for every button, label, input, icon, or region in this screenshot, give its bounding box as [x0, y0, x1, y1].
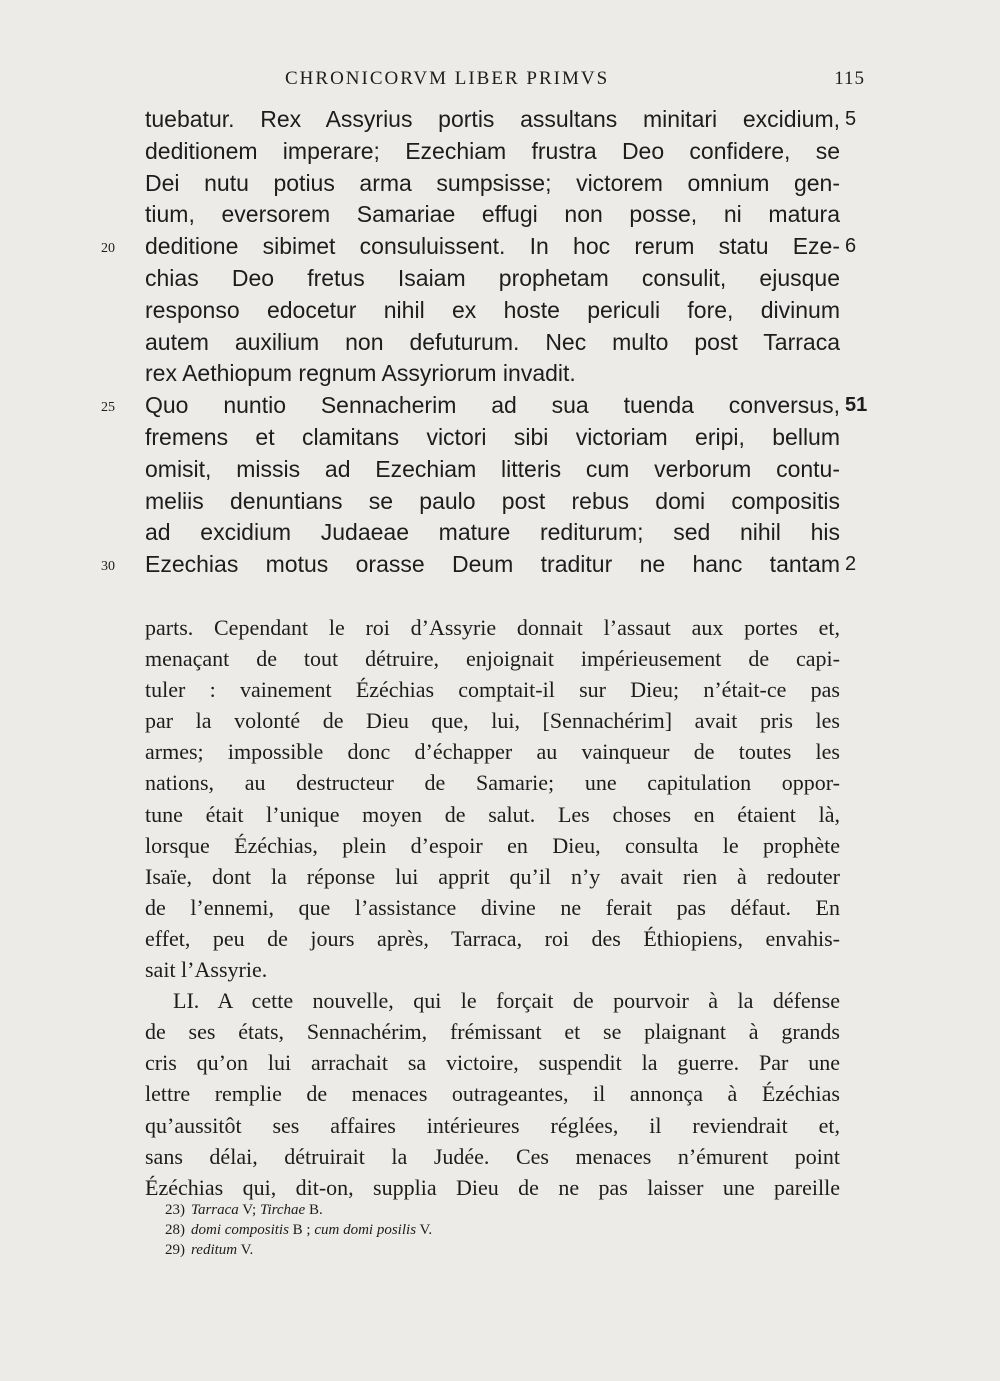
french-line-text: Isaïe, dont la réponse lui apprit qu’il n’y avait rien à redouter: [145, 863, 840, 889]
latin-line-text: tuebatur. Rex Assyrius portis assultans minitari excidium,: [145, 106, 840, 132]
french-line-text: parts. Cependant le roi d’Assyrie donnait l’assaut aux portes et,: [145, 615, 840, 640]
footnote-siglum: V.: [416, 1222, 433, 1238]
french-line-text: effet, peu de jours après, Tarraca, roi des Éthiopiens, envahis-: [145, 925, 840, 951]
french-line-text: cris qu’on lui arrachait sa victoire, suspendit la guerre. Par une: [145, 1050, 840, 1076]
latin-line: [145, 199, 840, 231]
french-line: [145, 612, 840, 643]
line-number: 20: [101, 241, 115, 257]
french-line: [145, 1047, 840, 1078]
line-number: 30: [101, 559, 115, 575]
french-line: [145, 1078, 840, 1109]
line-number: 25: [101, 400, 115, 416]
latin-line-text: deditione sibimet consuluissent. In hoc rerum statu Eze-: [145, 233, 840, 260]
french-line-text: menaçant de tout détruire, enjoignait impérieusement de capi-: [145, 646, 840, 672]
french-line-text: nations, au destructeur de Samarie; une capitulation oppor-: [145, 770, 840, 796]
footnote-variant-reading: reditum: [191, 1242, 238, 1258]
footnote-siglum: B.: [305, 1202, 323, 1218]
latin-line: [145, 327, 840, 359]
margin-reference: 6: [845, 235, 857, 258]
french-line-text: LI. A cette nouvelle, qui le forçait de pourvoir à la défense: [173, 988, 840, 1014]
french-line-text: tuler : vainement Ézéchias comptait-il sur Dieu; n’était-ce pas: [145, 677, 840, 703]
latin-line: [101, 549, 857, 581]
french-line-text: par la volonté de Dieu que, lui, [Sennachérim] avait pris les: [145, 708, 840, 734]
french-line: [145, 923, 840, 954]
footnote-number: 28): [165, 1222, 185, 1238]
french-line-text: lorsque Ézéchias, plein d’espoir en Dieu, consulta le prophète: [145, 832, 840, 858]
latin-line-text: tium, eversorem Samariae effugi non posse, ni matura: [145, 201, 840, 228]
french-line-text: de ses états, Sennachérim, frémissant et se plaignant à grands: [145, 1019, 840, 1045]
latin-line-text: responso edocetur nihil ex hoste periculi fore, divinum: [145, 296, 840, 323]
page-number: 115: [834, 68, 865, 89]
latin-line: [145, 104, 857, 136]
latin-line-text: Ezechias motus orasse Deum traditur ne hanc tantam: [145, 551, 840, 578]
french-line: [145, 830, 840, 861]
latin-line: [145, 168, 840, 200]
french-line: [145, 643, 840, 674]
latin-line: [145, 136, 840, 168]
latin-line: [145, 295, 840, 327]
latin-line-text: fremens et clamitans victori sibi victoriam eripi, bellum: [145, 423, 840, 450]
french-line: [145, 767, 840, 798]
french-line-text: tune était l’unique moyen de salut. Les choses en étaient là,: [145, 801, 840, 827]
french-line: [145, 736, 840, 767]
french-line: [145, 1110, 840, 1141]
latin-line: [101, 231, 857, 263]
footnote-variant-reading: Tarraca: [191, 1202, 239, 1218]
margin-reference: 5: [845, 108, 857, 130]
latin-line-text: deditionem imperare; Ezechiam frustra Deo confidere, se: [145, 137, 840, 164]
margin-reference: 2: [845, 553, 857, 576]
latin-line-text: Dei nutu potius arma sumpsisse; victorem omnium gen-: [145, 169, 840, 196]
french-line-text: de l’ennemi, que l’assistance divine ne ferait pas défaut. En: [145, 894, 840, 920]
latin-line-text: rex Aethiopum regnum Assyriorum invadit.: [145, 360, 576, 387]
footnote: [165, 1220, 432, 1240]
margin-reference: 51: [845, 394, 868, 417]
french-line-text: lettre remplie de menaces outrageantes, il annonça à Ézéchias: [145, 1081, 840, 1107]
french-line: [145, 985, 840, 1016]
latin-line-text: Quo nuntio Sennacherim ad sua tuenda conversus,: [145, 392, 840, 419]
footnote-siglum: B ;: [288, 1222, 315, 1238]
footnote-variant-reading: Tirchae: [259, 1202, 306, 1218]
footnote-siglum: V.: [237, 1242, 254, 1258]
latin-line-text: ad excidium Judaeae mature rediturum; sed nihil his: [145, 519, 840, 546]
latin-line: [145, 486, 840, 518]
french-line: [145, 954, 840, 985]
latin-line: [145, 454, 840, 486]
latin-line-text: chias Deo fretus Isaiam prophetam consulit, ejusque: [145, 264, 840, 291]
footnote: [165, 1200, 432, 1220]
footnotes: [165, 1200, 432, 1260]
footnote-number: 23): [165, 1202, 185, 1218]
latin-line-text: autem auxilium non defuturum. Nec multo post Tarraca: [145, 328, 840, 355]
running-title: CHRONICORVM LIBER PRIMVS: [285, 68, 610, 89]
french-line-text: armes; impossible donc d’échapper au vainqueur de toutes les: [145, 739, 840, 765]
latin-line: [145, 358, 840, 390]
french-line: [145, 892, 840, 923]
latin-line: [145, 422, 840, 454]
latin-text-block: [101, 104, 868, 581]
french-line-text: qu’aussitôt ses affaires intérieures réglées, il reviendrait et,: [145, 1112, 840, 1138]
french-line: [145, 799, 840, 830]
footnote: [165, 1240, 432, 1260]
french-line: [145, 1016, 840, 1047]
french-line-text: sans délai, détruirait la Judée. Ces menaces n’émurent point: [145, 1143, 840, 1169]
footnote-number: 29): [165, 1242, 185, 1258]
french-line-text: Ézéchias qui, dit-on, supplia Dieu de ne pas laisser une pareille: [145, 1174, 840, 1200]
french-line: [145, 674, 840, 705]
french-line-text: sait l’Assyrie.: [145, 957, 268, 983]
french-line: [145, 1141, 840, 1172]
running-header: [145, 68, 865, 98]
latin-line-text: omisit, missis ad Ezechiam litteris cum verborum contu-: [145, 455, 840, 482]
footnote-siglum: V;: [238, 1202, 260, 1218]
french-line: [145, 861, 840, 892]
footnote-variant-reading: cum domi posilis: [314, 1222, 417, 1238]
latin-line-text: meliis denuntians se paulo post rebus domi compositis: [145, 487, 840, 514]
latin-line: [145, 517, 840, 549]
french-translation-block: [145, 612, 840, 1203]
french-line: [145, 705, 840, 736]
footnote-variant-reading: domi compositis: [191, 1222, 289, 1238]
latin-line: [145, 263, 840, 295]
french-line: [145, 1172, 840, 1203]
latin-line: [101, 390, 868, 422]
